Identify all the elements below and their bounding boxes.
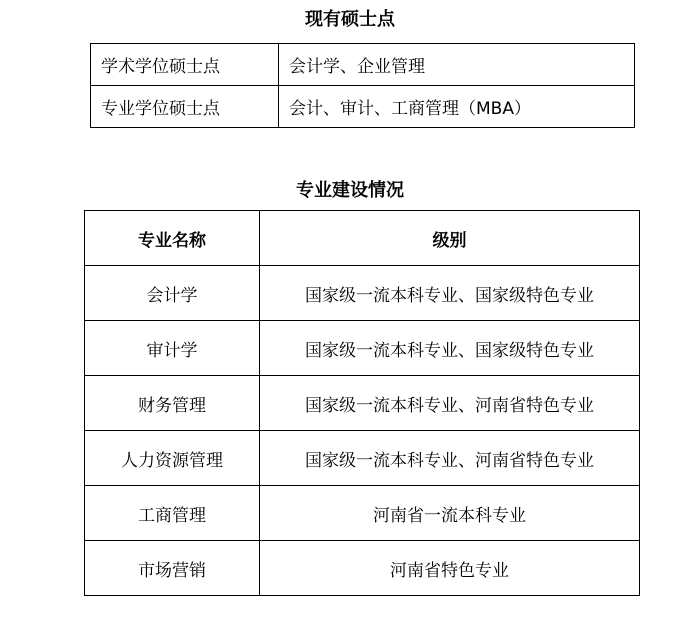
major-name-cell: 会计学 — [85, 266, 260, 321]
degree-table — [90, 43, 635, 128]
header-major-name: 专业名称 — [85, 211, 260, 266]
major-section-title: 专业建设情况 — [296, 180, 404, 201]
table-row — [91, 44, 635, 86]
table-row — [85, 266, 640, 321]
degree-programs-cell: 会计、审计、工商管理（MBA） — [279, 86, 635, 128]
degree-category-cell: 专业学位硕士点 — [91, 86, 279, 128]
major-name-cell: 工商管理 — [85, 486, 260, 541]
major-level-cell: 国家级一流本科专业、河南省特色专业 — [260, 431, 640, 486]
major-level-cell: 河南省特色专业 — [260, 541, 640, 596]
table-header-row — [85, 211, 640, 266]
major-level-cell: 国家级一流本科专业、河南省特色专业 — [260, 376, 640, 431]
major-name-cell: 财务管理 — [85, 376, 260, 431]
major-table — [84, 210, 640, 596]
table-row — [85, 541, 640, 596]
degree-programs-cell: 会计学、企业管理 — [279, 44, 635, 86]
header-level: 级别 — [260, 211, 640, 266]
major-level-cell: 国家级一流本科专业、国家级特色专业 — [260, 266, 640, 321]
table-row — [85, 431, 640, 486]
table-row — [91, 86, 635, 128]
major-level-cell: 河南省一流本科专业 — [260, 486, 640, 541]
major-name-cell: 市场营销 — [85, 541, 260, 596]
major-name-cell: 审计学 — [85, 321, 260, 376]
table-row — [85, 321, 640, 376]
major-level-cell: 国家级一流本科专业、国家级特色专业 — [260, 321, 640, 376]
degree-category-cell: 学术学位硕士点 — [91, 44, 279, 86]
table-row — [85, 376, 640, 431]
table-row — [85, 486, 640, 541]
major-name-cell: 人力资源管理 — [85, 431, 260, 486]
degree-section-title: 现有硕士点 — [305, 9, 395, 30]
